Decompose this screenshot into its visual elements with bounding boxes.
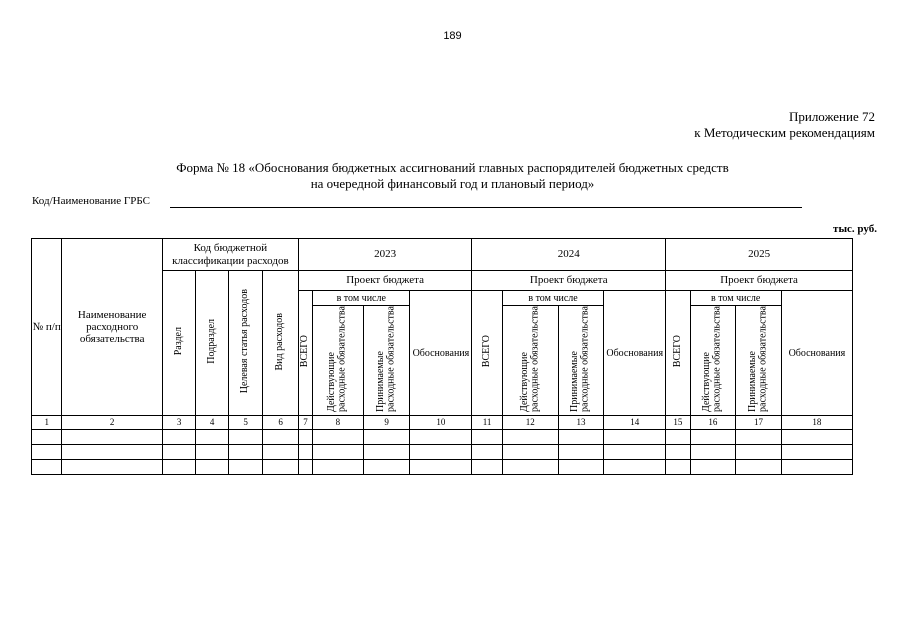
year-header-3: 2025 bbox=[666, 239, 853, 271]
table-cell[interactable] bbox=[363, 445, 410, 460]
table-cell[interactable] bbox=[781, 460, 852, 475]
column-number: 17 bbox=[736, 416, 782, 430]
table-cell[interactable] bbox=[263, 430, 299, 445]
column-number: 1 bbox=[32, 416, 62, 430]
table-row bbox=[32, 460, 853, 475]
table-cell[interactable] bbox=[666, 460, 690, 475]
column-number: 10 bbox=[410, 416, 472, 430]
grbs-label: Код/Наименование ГРБС bbox=[32, 195, 150, 207]
accepted-header-1-text: Принимаемые расходные обязательства bbox=[375, 306, 397, 412]
table-cell[interactable] bbox=[363, 460, 410, 475]
total-header-3-text: ВСЕГО bbox=[671, 335, 683, 368]
table-cell[interactable] bbox=[472, 460, 502, 475]
col-header-name: Наименование расходного обязательства bbox=[62, 239, 162, 416]
including-header-3: в том числе bbox=[690, 291, 781, 306]
table-cell[interactable] bbox=[502, 460, 558, 475]
table-cell[interactable] bbox=[781, 430, 852, 445]
col-header-target-article-text: Целевая статья расходов bbox=[239, 289, 251, 394]
total-header-1 bbox=[298, 291, 312, 416]
total-header-3 bbox=[666, 291, 690, 416]
justification-header-2: Обоснования bbox=[604, 291, 666, 416]
accepted-header-2-text: Принимаемые расходные обязательства bbox=[569, 306, 591, 412]
table-row bbox=[32, 445, 853, 460]
column-number: 4 bbox=[196, 416, 228, 430]
existing-header-2-text: Действующие расходные обязательства bbox=[518, 306, 541, 412]
justification-header-3: Обоснования bbox=[781, 291, 852, 416]
table-cell[interactable] bbox=[410, 460, 472, 475]
column-number: 15 bbox=[666, 416, 690, 430]
col-header-target-article bbox=[228, 271, 263, 416]
column-number: 16 bbox=[690, 416, 736, 430]
existing-header-1-text: Действующие расходные обязательства bbox=[326, 306, 348, 412]
table-cell[interactable] bbox=[604, 460, 666, 475]
table-cell[interactable] bbox=[736, 460, 782, 475]
table-cell[interactable] bbox=[690, 445, 736, 460]
table-cell[interactable] bbox=[666, 430, 690, 445]
table-cell[interactable] bbox=[313, 445, 364, 460]
justification-header-1: Обоснования bbox=[410, 291, 472, 416]
table-cell[interactable] bbox=[558, 460, 604, 475]
table-cell[interactable] bbox=[604, 430, 666, 445]
grbs-fill-line[interactable] bbox=[170, 207, 802, 208]
column-number-row bbox=[32, 416, 853, 430]
table-cell[interactable] bbox=[781, 445, 852, 460]
accepted-header-1 bbox=[363, 306, 410, 416]
column-number: 11 bbox=[472, 416, 502, 430]
table-cell[interactable] bbox=[363, 430, 410, 445]
table-cell[interactable] bbox=[736, 430, 782, 445]
col-header-section bbox=[162, 271, 195, 416]
table-cell[interactable] bbox=[313, 430, 364, 445]
col-header-expense-type-text: Вид расходов bbox=[274, 312, 286, 371]
budget-form-table bbox=[31, 238, 853, 475]
existing-header-2 bbox=[502, 306, 558, 416]
existing-header-1 bbox=[313, 306, 364, 416]
total-header-1-text: ВСЕГО bbox=[299, 335, 311, 368]
including-header-1: в том числе bbox=[313, 291, 410, 306]
table-cell[interactable] bbox=[666, 445, 690, 460]
column-number: 9 bbox=[363, 416, 410, 430]
table-cell[interactable] bbox=[32, 445, 62, 460]
table-cell[interactable] bbox=[410, 445, 472, 460]
table-cell[interactable] bbox=[196, 460, 228, 475]
table-row bbox=[32, 430, 853, 445]
existing-header-3 bbox=[690, 306, 736, 416]
table-cell[interactable] bbox=[502, 445, 558, 460]
budget-project-header-2: Проект бюджета bbox=[472, 271, 666, 291]
col-header-subsection-text: Подраздел bbox=[205, 319, 217, 364]
column-number: 3 bbox=[162, 416, 195, 430]
table-cell[interactable] bbox=[472, 430, 502, 445]
col-header-classification: Код бюджетной классификации расходов bbox=[162, 239, 298, 271]
table-cell[interactable] bbox=[228, 445, 263, 460]
table-cell[interactable] bbox=[558, 445, 604, 460]
table-cell[interactable] bbox=[162, 460, 195, 475]
table-cell[interactable] bbox=[196, 445, 228, 460]
table-cell[interactable] bbox=[298, 430, 312, 445]
page-number: 189 bbox=[443, 30, 462, 42]
column-number: 2 bbox=[62, 416, 162, 430]
table-cell[interactable] bbox=[690, 430, 736, 445]
table-cell[interactable] bbox=[604, 445, 666, 460]
table-cell[interactable] bbox=[62, 430, 162, 445]
table-cell[interactable] bbox=[298, 460, 312, 475]
col-header-number: № п/п bbox=[32, 239, 62, 416]
budget-project-header-1: Проект бюджета bbox=[298, 271, 472, 291]
table-cell[interactable] bbox=[62, 460, 162, 475]
column-number: 6 bbox=[263, 416, 299, 430]
table-cell[interactable] bbox=[263, 445, 299, 460]
table-cell[interactable] bbox=[62, 445, 162, 460]
table-cell[interactable] bbox=[162, 430, 195, 445]
table-cell[interactable] bbox=[228, 430, 263, 445]
table-cell[interactable] bbox=[298, 445, 312, 460]
appendix-label: Приложение 72 bbox=[788, 109, 875, 124]
table-cell[interactable] bbox=[690, 460, 736, 475]
table-cell[interactable] bbox=[196, 430, 228, 445]
form-title-line-1: Форма № 18 «Обоснования бюджетных ассигнований главных распорядителей бюджетных средств bbox=[176, 160, 729, 175]
table-cell[interactable] bbox=[502, 430, 558, 445]
column-number: 8 bbox=[313, 416, 364, 430]
existing-header-3-text: Действующие расходные обязательства bbox=[701, 306, 723, 412]
budget-project-header-3: Проект бюджета bbox=[666, 271, 853, 291]
column-number: 18 bbox=[781, 416, 852, 430]
accepted-header-3-text: Принимаемые расходные обязательства bbox=[746, 306, 769, 412]
total-header-2-text: ВСЕГО bbox=[480, 335, 492, 368]
table-cell[interactable] bbox=[736, 445, 782, 460]
total-header-2 bbox=[472, 291, 502, 416]
col-header-subsection bbox=[196, 271, 228, 416]
accepted-header-3 bbox=[736, 306, 782, 416]
column-number: 12 bbox=[502, 416, 558, 430]
accepted-header-2 bbox=[558, 306, 604, 416]
table-cell[interactable] bbox=[32, 430, 62, 445]
table-cell[interactable] bbox=[313, 460, 364, 475]
table-cell[interactable] bbox=[162, 445, 195, 460]
table-cell[interactable] bbox=[558, 430, 604, 445]
appendix-reference: к Методическим рекомендациям bbox=[694, 125, 875, 140]
year-header-1: 2023 bbox=[298, 239, 472, 271]
table-cell[interactable] bbox=[228, 460, 263, 475]
including-header-2: в том числе bbox=[502, 291, 603, 306]
year-header-2: 2024 bbox=[472, 239, 666, 271]
col-header-expense-type bbox=[263, 271, 299, 416]
units-label: тыс. руб. bbox=[833, 223, 877, 235]
form-title-line-2: на очередной финансовый год и плановый период» bbox=[310, 176, 595, 191]
column-number: 13 bbox=[558, 416, 604, 430]
column-number: 7 bbox=[298, 416, 312, 430]
col-header-section-text: Раздел bbox=[172, 327, 184, 356]
column-number: 14 bbox=[604, 416, 666, 430]
table-cell[interactable] bbox=[410, 430, 472, 445]
table-cell[interactable] bbox=[32, 460, 62, 475]
column-number: 5 bbox=[228, 416, 263, 430]
table-cell[interactable] bbox=[472, 445, 502, 460]
table-cell[interactable] bbox=[263, 460, 299, 475]
